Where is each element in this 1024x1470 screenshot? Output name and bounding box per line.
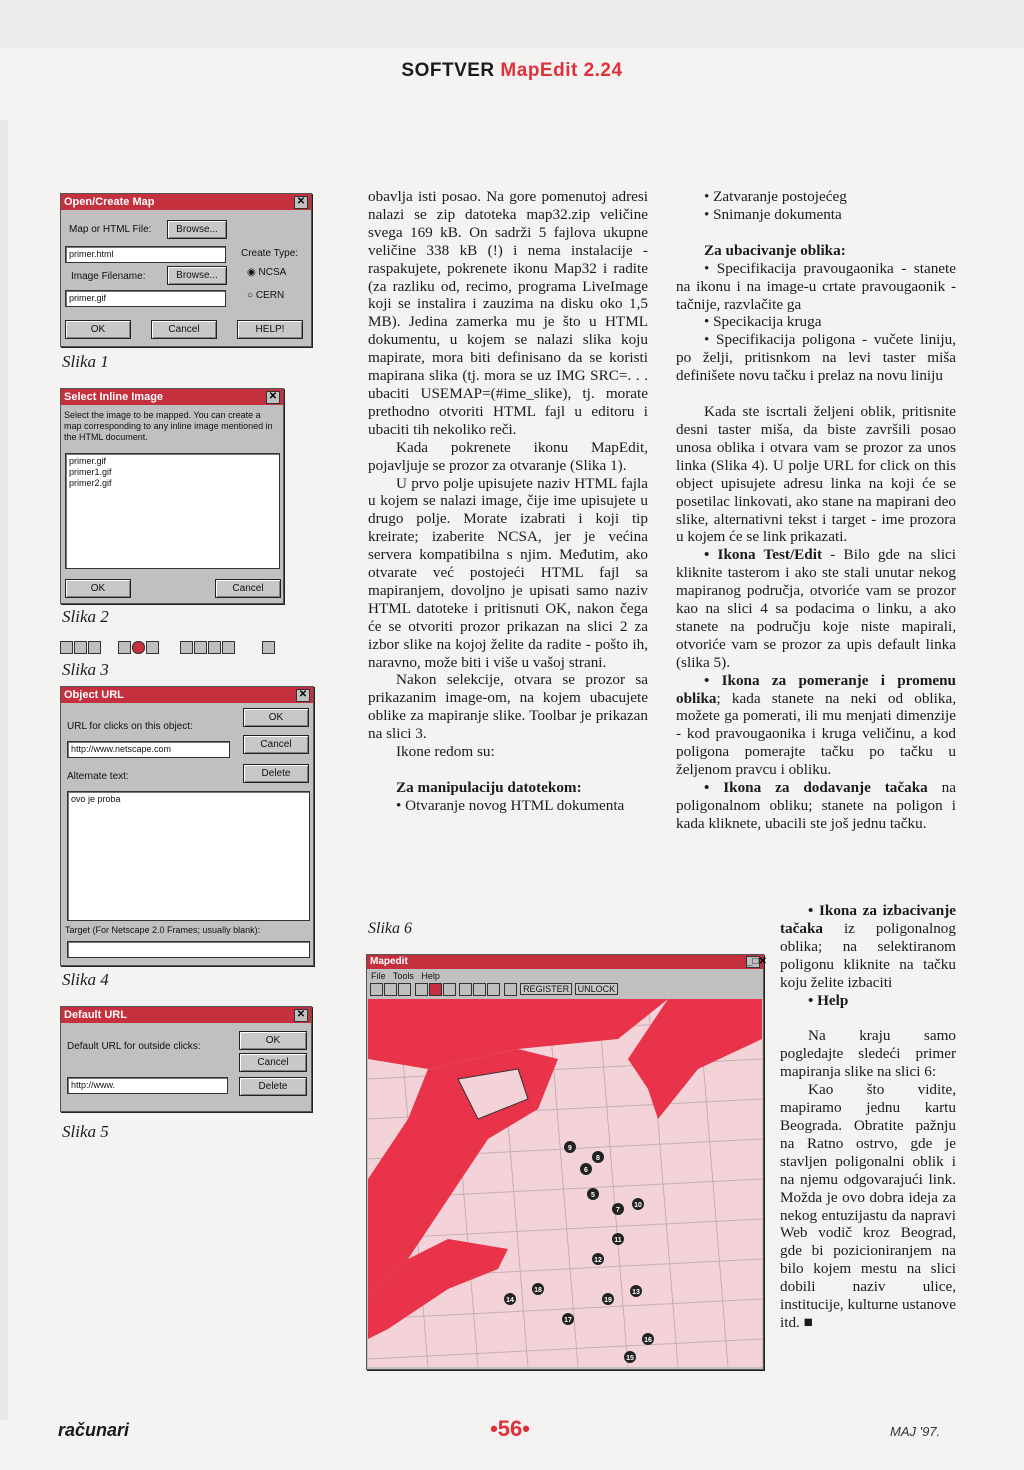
- article-column-2: [368, 188, 648, 815]
- browse-map-button[interactable]: Browse...: [167, 220, 227, 239]
- default-url-label: Default URL for outside clicks:: [67, 1041, 201, 1052]
- window-controls-icon[interactable]: _□✕: [747, 956, 767, 967]
- mapedit-toolbar: [367, 983, 763, 999]
- list-item[interactable]: primer2.gif: [69, 478, 112, 488]
- header-product: MapEdit 2.24: [500, 60, 623, 81]
- toolbar-shape-group: [118, 638, 160, 652]
- polygon-icon[interactable]: [146, 641, 159, 654]
- caption-slika-4: Slika 4: [62, 970, 109, 989]
- paragraph-text: iz poligonalnog oblika; na selektiranom poligonu kliknite na tačku koju želite izbaciti: [780, 919, 956, 991]
- move-icon[interactable]: [473, 983, 486, 996]
- help-icon[interactable]: [504, 983, 517, 996]
- article-column-3-narrow: [780, 902, 956, 1332]
- footer-issue: MAJ '97.: [890, 1424, 941, 1439]
- toolbar-edit-group: [180, 638, 236, 652]
- list-item: • Zatvaranje postojećeg: [704, 188, 847, 205]
- bold-lead: • Ikona za dodavanje tačaka: [704, 779, 928, 797]
- cancel-button[interactable]: Cancel: [215, 579, 281, 598]
- paragraph-text: na poligonalnom obliku; stanete na poligon i kada kliknete, ubacili ste još jednu tačku.: [676, 779, 956, 832]
- object-url-window: [60, 686, 314, 966]
- ncsa-radio[interactable]: ◉ NCSA: [247, 267, 287, 278]
- open-icon[interactable]: [60, 641, 73, 654]
- footer-magazine: računari: [58, 1420, 130, 1440]
- list-item: • Specifikacija pravougaonika - stanete na ikonu i na image-u crtate pravougaonik - tačnije, razvlačite ga: [676, 259, 956, 313]
- map-label: 15: [626, 1355, 634, 1362]
- caption-slika-3: Slika 3: [62, 660, 109, 679]
- map-label: 12: [594, 1257, 602, 1264]
- menu-file[interactable]: File: [371, 971, 386, 981]
- map-label: 6: [584, 1167, 588, 1174]
- remove-point-icon[interactable]: [222, 641, 235, 654]
- menu-help[interactable]: Help: [421, 971, 440, 981]
- image-filename-label: Image Filename:: [71, 271, 146, 282]
- cern-radio[interactable]: ○ CERN: [247, 290, 285, 301]
- paragraph: obavlja isti posao. Na gore pomenutoj adresi nalazi se zip datoteka map32.zip veličine svega 169 kB. On sadrži 5 fajlova ukupne veličine 338 kB (!) i nema instalacije - raspakujete, pokrenete ikonu Map32 i radite (za razliku od, recimo, programa LiveImage koji se instalira i zauzima na disku oko 1,5 MB). Jedina zamerka mu je što u HTML dokumentu, u kojem se nalazi slika koju mapirate, mora biti definisano da se koristi mapirana slika (tj. mora se uz IMG SRC=. . . ubaciti USEMAP=(#ime_slike), tj. morate prethodno otvoriti HTML fajl u editoru i ubaciti tih nekoliko reči.: [368, 188, 648, 438]
- paragraph: [676, 672, 956, 779]
- test-edit-icon[interactable]: [459, 983, 472, 996]
- target-label: Target (For Netscape 2.0 Frames; usually blank):: [65, 925, 261, 935]
- select-inline-image-window: [60, 388, 284, 604]
- open-icon[interactable]: [370, 983, 383, 996]
- map-file-label: Map or HTML File:: [69, 224, 152, 235]
- paragraph: U prvo polje upisujete naziv HTML fajla u kojem se nalazi image, čije ime upisujete u drugo polje. Morate izabrati i koji tip kreirate; izaberite NCSA, jer je većina servera kompatibilna s njim. Međutim, ako otvarate već postojeći HTML fajl sa mapiranjem, dovoljno je upisati samo naziv HTML datoteke i pritisnuti OK, nakon čega će se otvoriti prozor prikazan na slici 2 za izbor slike na kojoj želite da radite - pošto ih, naravno, može biti i više u vašoj strani.: [368, 474, 648, 671]
- url-input[interactable]: http://www.netscape.com: [67, 741, 230, 758]
- paragraph: [780, 902, 956, 992]
- list-item: • Specifikacija poligona - vučete liniju, po želji, pritisnkom na levi taster miša definišete novu tačku i prelaz na novu liniju: [676, 331, 956, 385]
- caption-slika-5: Slika 5: [62, 1122, 109, 1141]
- paragraph: Ikone redom su:: [396, 743, 495, 761]
- paragraph: Nakon selekcije, otvara se prozor sa prikazanim image-om, na kojem ubacujete oblike za mapiranje slike. Toolbar je prikazan na slici 3.: [368, 671, 648, 743]
- alt-text-label: Alternate text:: [67, 771, 129, 782]
- list-item[interactable]: primer1.gif: [69, 467, 112, 477]
- header-section: SOFTVER: [401, 60, 495, 81]
- paragraph: Kada pokrenete ikonu MapEdit, pojavljuje se prozor za otvaranje (Slika 1).: [368, 438, 648, 474]
- section-heading: Za manipulaciju datotekom:: [396, 779, 582, 796]
- paragraph-text: ; kada stanete na neki od oblika, možete ga pomerati, ili mu menjati dimenzije - kod pravougaonika i kruga veličinu, a kod poligona pomerajte tačku po tačku u željenom pravcu i obliku.: [676, 689, 956, 779]
- open-create-map-window: [60, 193, 312, 347]
- paragraph-text: - Bilo gde na slici kliknite tasterom i ako ste stali unutar nekog mapiranog područja, otvoriće vam se prozor kao na slici 4 sa podacima o linku, a ako stanete na području koje niste mapirali, otvoriće vam se prozor za upis default linka (slika 5).: [676, 546, 956, 671]
- top-decor-band: [0, 0, 1024, 48]
- belgrade-map[interactable]: [368, 999, 762, 1367]
- create-type-label: Create Type:: [241, 248, 299, 259]
- cancel-button[interactable]: Cancel: [151, 320, 217, 339]
- window-title: Open/Create Map: [64, 196, 155, 208]
- add-point-icon[interactable]: [487, 983, 500, 996]
- footer-page-number: •56•: [490, 1416, 530, 1441]
- window-titlebar: [367, 955, 767, 969]
- cancel-button[interactable]: Cancel: [239, 1053, 307, 1072]
- map-label: 5: [591, 1192, 595, 1199]
- help-button[interactable]: HELP!: [237, 320, 303, 339]
- article-column-3: [676, 188, 956, 833]
- cern-label: CERN: [255, 290, 285, 301]
- map-label: 17: [564, 1317, 572, 1324]
- bold-lead: • Help: [808, 991, 849, 1009]
- save-icon[interactable]: [88, 641, 101, 654]
- browse-image-button[interactable]: Browse...: [167, 266, 227, 285]
- paragraph: Na kraju samo pogledajte sledeći primer mapiranja slike na slici 6:: [780, 1027, 956, 1081]
- page-header: [0, 60, 1024, 82]
- rectangle-icon[interactable]: [118, 641, 131, 654]
- map-label: 11: [614, 1237, 622, 1244]
- close-doc-icon[interactable]: [74, 641, 87, 654]
- caption-slika-6: Slika 6: [368, 920, 412, 937]
- close-icon[interactable]: ✕: [296, 689, 310, 702]
- unlock-button[interactable]: UNLOCK: [575, 983, 619, 995]
- map-label: 13: [632, 1289, 640, 1296]
- close-icon[interactable]: ✕: [294, 196, 308, 209]
- close-icon[interactable]: ✕: [266, 391, 280, 404]
- caption-slika-2: Slika 2: [62, 607, 109, 626]
- map-label: 9: [568, 1145, 572, 1152]
- window-titlebar: [61, 194, 311, 210]
- circle-icon[interactable]: [429, 983, 442, 996]
- map-label: 8: [596, 1155, 600, 1162]
- paragraph: Kada ste iscrtali željeni oblik, pritisnite desni taster miša, da biste završili posao unosa oblika i otvara vam se prozor za unos linka (Slika 4). U polje URL for click on this object upisujete adresu linka na koji će se posetilac linkovati, ako stane na mapirani deo slike, alternativni tekst i target - ime prozora u kojem će se link prikazati.: [676, 403, 956, 546]
- map-label: 18: [534, 1287, 542, 1294]
- url-label: URL for clicks on this object:: [67, 721, 193, 732]
- instructions-text: Select the image to be mapped. You can create a map corresponding to any inline image mentioned in the HTML document.: [64, 410, 273, 442]
- circle-icon[interactable]: [132, 641, 145, 654]
- window-title: Object URL: [64, 689, 124, 701]
- add-point-icon[interactable]: [208, 641, 221, 654]
- ok-button[interactable]: OK: [65, 320, 131, 339]
- save-icon[interactable]: [398, 983, 411, 996]
- map-label: 14: [506, 1297, 514, 1304]
- window-title: Select Inline Image: [64, 391, 164, 403]
- ok-button[interactable]: OK: [239, 1031, 307, 1050]
- map-file-input[interactable]: primer.html: [65, 246, 226, 263]
- list-item: • Specikacija kruga: [704, 313, 822, 331]
- close-doc-icon[interactable]: [384, 983, 397, 996]
- section-heading: Za ubacivanje oblika:: [704, 241, 846, 259]
- default-url-input[interactable]: http://www.: [67, 1077, 228, 1094]
- cancel-button[interactable]: Cancel: [243, 735, 309, 754]
- window-titlebar: [61, 389, 283, 405]
- left-decor-band: [0, 120, 8, 1420]
- ok-button[interactable]: OK: [65, 579, 131, 598]
- map-label: 19: [604, 1297, 612, 1304]
- default-url-window: [60, 1006, 312, 1112]
- mapedit-window: [366, 954, 767, 1370]
- polygon-icon[interactable]: [443, 983, 456, 996]
- ok-button[interactable]: OK: [243, 708, 309, 727]
- delete-button[interactable]: Delete: [239, 1077, 307, 1096]
- move-icon[interactable]: [194, 641, 207, 654]
- bold-lead: • Ikona za pomeranje i promenu oblika: [676, 671, 956, 707]
- window-title: Default URL: [64, 1009, 127, 1021]
- test-edit-icon[interactable]: [180, 641, 193, 654]
- menu-tools[interactable]: Tools: [392, 971, 414, 981]
- paragraph: [676, 546, 956, 671]
- image-filename-input[interactable]: primer.gif: [65, 290, 226, 307]
- paragraph: [676, 779, 956, 833]
- list-item: • Snimanje dokumenta: [704, 205, 842, 223]
- map-label: 7: [616, 1207, 620, 1214]
- bold-lead: • Ikona Test/Edit: [704, 546, 823, 564]
- window-titlebar: [61, 687, 313, 703]
- delete-button[interactable]: Delete: [243, 764, 309, 783]
- map-label: 16: [644, 1337, 652, 1344]
- target-input[interactable]: [67, 941, 310, 958]
- map-label: 10: [634, 1202, 642, 1209]
- close-icon[interactable]: ✕: [294, 1009, 308, 1022]
- ncsa-label: NCSA: [258, 267, 287, 278]
- paragraph: Kao što vidite, mapiramo jednu kartu Beograda. Obratite pažnju na Ratno ostrvo, gde je stavljen poligonalni oblik i na njemu odgovarajući link. Možda je ovo dobra ideja za nekog entuzijastu da napravi Web vodič kroz Beograd, gde bi pozicioniranjem na bilo kojem mestu na slici dobili naziv ulice, institucije, kulturne ustanove itd. ■: [780, 1081, 956, 1331]
- window-title: Mapedit: [370, 956, 408, 967]
- alt-text-area[interactable]: ovo je proba: [67, 791, 310, 921]
- rectangle-icon[interactable]: [415, 983, 428, 996]
- register-button[interactable]: REGISTER: [520, 983, 572, 995]
- toolbar-help-group: [262, 638, 276, 652]
- caption-slika-1: Slika 1: [62, 352, 109, 371]
- menu-bar: [367, 969, 763, 983]
- bold-lead: • Ikona za izbacivanje tačaka: [780, 902, 956, 937]
- list-item[interactable]: primer.gif: [69, 456, 107, 466]
- image-list[interactable]: [65, 453, 280, 569]
- help-icon[interactable]: [262, 641, 275, 654]
- window-titlebar: [61, 1007, 311, 1023]
- toolbar-file-group: [60, 638, 102, 652]
- list-item: • Otvaranje novog HTML dokumenta: [396, 796, 625, 814]
